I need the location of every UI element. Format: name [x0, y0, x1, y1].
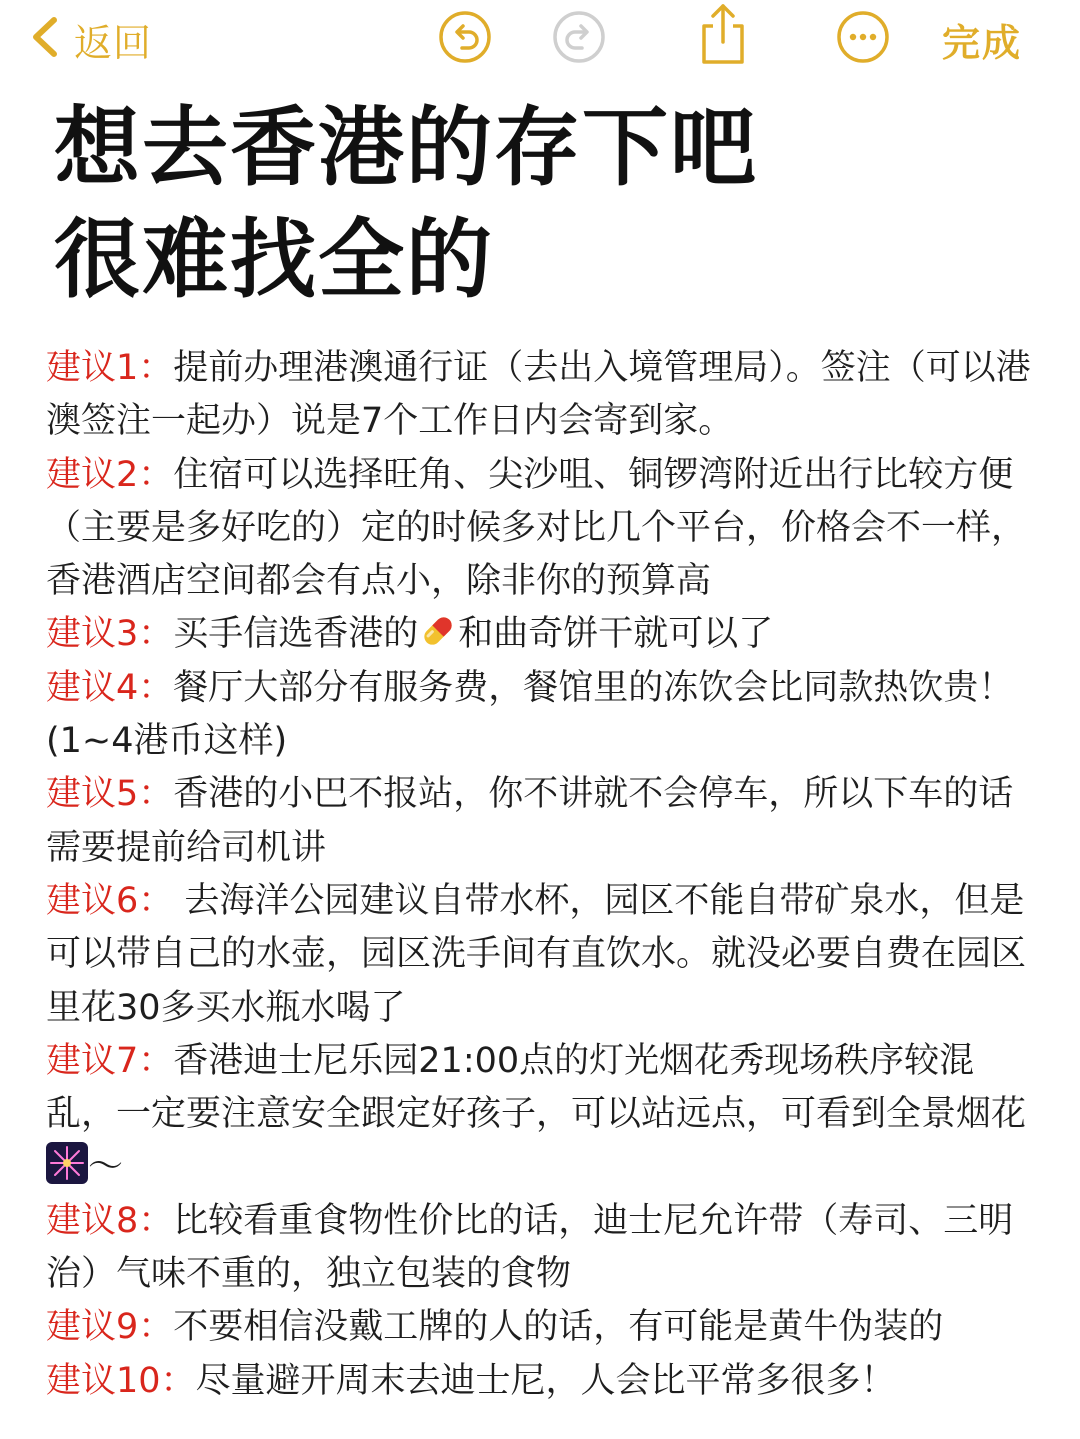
tip-text: 提前办理港澳通行证（去出入境管理局）。签注（可以港澳签注一起办）说是7个工作日内会寄到家。 — [46, 348, 1031, 442]
back-button[interactable] — [26, 12, 152, 66]
tip-label: 建议7： — [46, 1040, 174, 1081]
tip-text: 去海洋公园建议自带水杯，园区不能自带矿泉水，但是可以带自己的水壶，园区洗手间有直饮水。就没必要自费在园区里花30多买水瓶水喝了 — [46, 880, 1027, 1028]
tip-text: 尽量避开周末去迪士尼，人会比平常多很多！ — [195, 1360, 896, 1401]
pill-emoji-icon — [418, 611, 458, 651]
share-button[interactable] — [694, 4, 752, 68]
tip-4 — [46, 662, 1040, 769]
redo-button[interactable] — [552, 12, 606, 66]
tip-text: 香港迪士尼乐园21:00点的灯光烟花秀现场秩序较混乱，一定要注意安全跟定好孩子，可以站远点，可看到全景烟花 — [46, 1040, 1027, 1135]
share-icon — [694, 2, 752, 70]
redo-icon — [552, 10, 606, 68]
tip-text: 不要相信没戴工牌的人的话，有可能是黄牛伪装的 — [173, 1307, 944, 1348]
tip-6 — [46, 875, 1040, 1035]
done-button[interactable]: 完成 — [942, 20, 1023, 65]
note-title-line-1: 想去香港的存下吧 — [54, 98, 758, 198]
notes-toolbar — [0, 0, 1080, 80]
tip-label: 建议3： — [46, 614, 174, 655]
tip-9 — [46, 1301, 1040, 1354]
tip-8 — [46, 1195, 1040, 1302]
tip-7 — [46, 1035, 1040, 1195]
tip-10 — [46, 1355, 1040, 1408]
tip-2 — [46, 449, 1040, 609]
tip-label: 建议2： — [46, 454, 174, 495]
tip-label: 建议10： — [46, 1360, 196, 1401]
tip-label: 建议5： — [46, 774, 174, 815]
tip-text: 买手信选香港的 — [173, 614, 419, 655]
note-body[interactable] — [46, 342, 1040, 1408]
note-title[interactable] — [54, 92, 1034, 316]
more-button[interactable] — [836, 12, 890, 66]
more-icon — [836, 10, 890, 68]
tip-1 — [46, 342, 1040, 449]
tip-3 — [46, 608, 1040, 661]
tip-text: 比较看重食物性价比的话，迪士尼允许带（寿司、三明治）气味不重的，独立包装的食物 — [46, 1200, 1014, 1295]
tip-text: 住宿可以选择旺角、尖沙咀、铜锣湾附近出行比较方便（主要是多好吃的）定的时候多对比几个平台，价格会不一样，香港酒店空间都会有点小，除非你的预算高 — [46, 454, 1027, 602]
firework-emoji-icon — [46, 1142, 88, 1184]
chevron-left-icon — [26, 14, 66, 64]
tip-label: 建议6： — [46, 880, 174, 921]
tip-label: 建议8： — [46, 1200, 174, 1241]
tip-text: 餐厅大部分有服务费，餐馆里的冻饮会比同款热饮贵！(1~4港币这样) — [46, 667, 1014, 762]
tip-5 — [46, 768, 1040, 875]
tip-text: 和曲奇饼干就可以了 — [458, 614, 774, 655]
tip-text: 香港的小巴不报站，你不讲就不会停车，所以下车的话需要提前给司机讲 — [46, 774, 1014, 868]
tip-label: 建议1： — [46, 348, 174, 388]
undo-button[interactable] — [438, 12, 492, 66]
note-title-line-2: 很难找全的 — [54, 210, 494, 310]
undo-icon — [438, 10, 492, 68]
tip-label: 建议4： — [46, 667, 174, 708]
back-label: 返回 — [74, 20, 153, 65]
tip-text: ～ — [88, 1147, 124, 1188]
tip-label: 建议9： — [46, 1307, 174, 1348]
